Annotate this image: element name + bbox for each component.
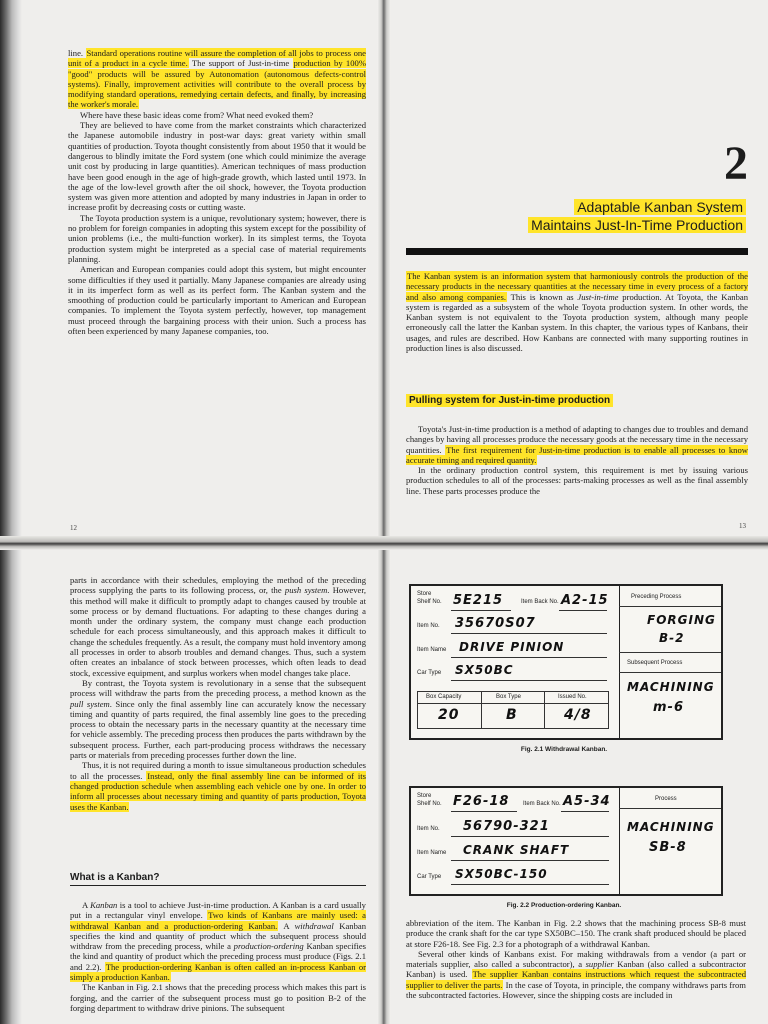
production-ordering-kanban-card — [409, 786, 723, 896]
item-back-no-label: Item Back No. — [523, 801, 561, 807]
car-type-label: Car Type — [417, 874, 442, 880]
paragraph: Toyota's Just-in-time production is a method of adapting to changes due to troubles and demand changes by having all processes produce the necessary goods at the necessary time in the necessary quantities. The first requirement for Just-in-time production is to enable all processes to know accurate timing and required quantity. — [406, 424, 748, 465]
preceding-process-label: Preceding Process — [631, 594, 682, 600]
scan-edge-shadow — [0, 0, 22, 1024]
subsequent-process-label: Subsequent Process — [627, 660, 683, 666]
paragraph: In the ordinary production control system, this requirement is met by issuing various production schedules to all of the processes: parts-making processes as well as the final assembly line. These parts processes produce the — [406, 465, 748, 496]
italic-term: supplier — [585, 959, 614, 970]
shelf-no-value: 5E215 — [453, 593, 504, 608]
withdrawal-kanban-card — [409, 584, 723, 740]
italic-term: Kanban — [90, 900, 118, 910]
process-location: SB-8 — [649, 840, 687, 855]
page-15 — [392, 550, 768, 1024]
page-15-text — [406, 918, 746, 1000]
paragraph: A Kanban is a tool to achieve Just-in-time production. A Kanban is a card usually put in a rectangular vinyl envelope. Two kinds of Kanbans are mainly used: a withdrawal Kanban and a production-ordering Kanban. A withdrawal Kanban specifies the kind and quantity of product which the subsequent process should withdraw from the preceding process, while a production-ordering Kanban specifies the kind and quantity of product which the preceding process must produce (Figs. 2.1 and 2.2). The production-ordering Kanban is often called an in-process Kanban or simply a production Kanban. — [70, 900, 366, 983]
chapter-title — [528, 198, 746, 234]
item-name-label: Item Name — [417, 647, 447, 653]
page-number: 13 — [739, 522, 746, 530]
paragraph: By contrast, the Toyota system is revolutionary in a sense that the subsequent process will withdraw the parts from the preceding process, a method known as the pull system. Since only the final assembly line can accurately know the necessary timing and quantity of parts required, the final assembly line goes to the preceding process to obtain the necessary parts in the necessary quantity at the necessary time for vehicle assembly. The preceding process then produces the parts withdrawn by the subsequent process. Further, each part-producing process withdraws the necessary parts or materials from preceding processes further down the line. — [70, 677, 366, 761]
page-split-shadow — [0, 536, 768, 550]
paragraph: American and European companies could adopt this system, but might encounter some difficulties if they used it partially. Many Japanese companies are already using it in its imperfect form as well as its perfect form. The Kanban system and the smoothing of production could be particularly important to American and European companies. To implement the Toyota system perfectly, however, top management must proceed through the bargaining process with their union. Such a process has often been experienced by many Japanese companies, too. — [68, 264, 366, 337]
chapter-number: 2 — [724, 137, 748, 190]
box-type-value: B — [506, 707, 518, 723]
figure-2-1-caption: Fig. 2.1 Withdrawal Kanban. — [520, 746, 608, 753]
highlighted-text: Two kinds of Kanbans are mainly used: a withdrawal Kanban and a production-ordering Kanban. — [70, 910, 366, 931]
page-14-text — [70, 575, 366, 812]
paragraph: They are believed to have come from the market constraints which characterized the Japanese automobile industry in post-war days: great variety within small quantities of production. Toyota thought consistently from about 1950 that it would be dangerous to blindly imitate the Ford system (one which could minimize the average unit cost by producing in large quantities). American techniques of mass production have been good enough in the age of high-grade growth, which lasted until 1973. In the age of the low-level growth after the oil shock, however, the Toyota production system was given more attention and adopted by many industries in Japan in order to increase profit by decreasing costs or cutting waste. — [68, 120, 366, 213]
highlighted-text: The production-ordering Kanban is often called an in-process Kanban or simply a production Kanban. — [70, 961, 366, 983]
box-info-table — [417, 691, 609, 729]
subsequent-process-value: MACHINING — [627, 680, 715, 694]
figure-2-2-caption: Fig. 2.2 Production-ordering Kanban. — [506, 902, 622, 909]
process-label: Process — [655, 796, 677, 802]
store-label: Store — [417, 591, 432, 597]
chapter-title-line-1: Adaptable Kanban System — [574, 199, 746, 215]
section-heading-text: Pulling system for Just-in-time production — [406, 394, 613, 407]
italic-term: withdrawal — [294, 920, 334, 931]
section-body — [406, 424, 748, 496]
item-name-value: CRANK SHAFT — [463, 843, 570, 857]
section-body — [70, 900, 366, 1013]
box-capacity-value: 20 — [438, 707, 460, 723]
paragraph: Several other kinds of Kanbans exist. For making withdrawals from a vendor (a part or materials supplier, also called a subcontractor), a supplier Kanban (also called a subcontractor Kanban) is used. The supplier Kanban contains instructions which request the subcontracted supplier to deliver the parts. In the case of Toyota, in principle, the company withdraws parts from the subcontracted factories. However, since the shipping costs are included in — [406, 948, 747, 1001]
issued-no-value: 4/8 — [564, 707, 592, 723]
chapter-rule — [406, 248, 748, 255]
item-name-value: DRIVE PINION — [459, 640, 565, 654]
preceding-process-value: FORGING — [647, 613, 716, 627]
section-heading — [406, 395, 613, 406]
book-gutter — [377, 0, 391, 1024]
page-number: 12 — [70, 524, 77, 532]
highlighted-text: Standard operations routine will assure the completion of all jobs to process one unit of a product in a cycle time. — [68, 48, 366, 69]
car-type-value: SX50BC — [455, 663, 514, 677]
paragraph: line. Standard operations routine will assure the completion of all jobs to process one unit of a product in a cycle time. The support of Just-in-time production by 100% "good" products will be assured by Autonomation (autonomous defects-control systems). Finally, improvement activities will contribute to the overall process by modifying standard operations, remedying certain defects, and finally, by increasing the worker's morale. — [68, 48, 366, 110]
item-no-value: 56790-321 — [463, 819, 550, 834]
paragraph: abbreviation of the item. The Kanban in Fig. 2.2 shows that the machining process SB-8 must produce the crank shaft for the car type SX50BC–150. The crank shaft produced should be placed at store F26-18. See Fig. 2.3 for a photograph of a withdrawal Kanban. — [406, 918, 746, 949]
page-13 — [392, 0, 768, 536]
highlighted-text: Instead, only the final assembly line can be informed of its changed production schedule when assembling each vehicle one by one. In order to inform all processes about necessary timing and quantity of parts production, Toyota uses the Kanban. — [70, 770, 366, 812]
store-label: Store — [417, 793, 432, 799]
highlighted-text: The supplier Kanban contains instructions which request the subcontracted supplier to deliver the parts. — [406, 969, 746, 990]
paragraph: Where have these basic ideas come from? What need evoked them? — [80, 109, 314, 120]
italic-term: Just-in-time — [577, 291, 619, 302]
paragraph: The Toyota production system is a unique, revolutionary system; however, there is no problem for foreign companies in adopting this system except for the possibility of union problems (i.e., the multi-function worker). In its simplest terms, the Toyota production system might be interpreted as a special case of material requirements planning. — [68, 212, 366, 264]
italic-term: production-ordering — [233, 941, 304, 952]
item-back-no-label: Item Back No. — [521, 599, 559, 605]
highlighted-text: production by 100% "good" products will be assured by Autonomation (autonomous defects-control systems). Finally, improvement activities will contribute to the overall process by modifying standard operations, remedying certain defects, and finally, by increasing the worker's morale. — [68, 58, 366, 110]
paragraph: The Kanban in Fig. 2.1 shows that the preceding process which makes this part is forging, and the carrier of the subsequent process must go to position B-2 of the forging department to withdraw drive pinions. The subsequent — [70, 982, 366, 1013]
paragraph: The Kanban system is an information system that harmoniously controls the production of the necessary products in the necessary quantities at the necessary time in every process of a factory and also among companies. This is known as Just-in-time production. At Toyota, the Kanban system is regarded as a subsystem of the whole Toyota production system. In other words, the Kanban system is not equivalent to the Toyota production system, although many people erroneously call the latter the Kanban system. In this chapter, the various types of Kanbans, their usages, and rules are described. How Kanbans are connected with many supporting routines in production lines is also discussed. — [406, 271, 748, 354]
box-capacity-label: Box Capacity — [426, 694, 462, 700]
highlighted-text: The Kanban system is an information system that harmoniously controls the production of the necessary products in the necessary quantities at the necessary time in every process of a factory and also among companies. — [406, 271, 748, 302]
issued-no-label: Issued No. — [558, 694, 587, 700]
chapter-title-line-2: Maintains Just-In-Time Production — [528, 217, 746, 233]
preceding-process-location: B-2 — [659, 631, 685, 645]
item-no-value: 35670S07 — [455, 616, 536, 631]
shelf-no-value: F26-18 — [453, 794, 510, 809]
item-name-label: Item Name — [417, 850, 447, 856]
italic-term: pull system — [70, 698, 110, 709]
page-12-text — [68, 48, 366, 336]
process-value: MACHINING — [627, 820, 715, 834]
box-type-label: Box Type — [496, 694, 521, 700]
page-12 — [28, 0, 376, 536]
subsequent-process-location: m-6 — [653, 700, 684, 715]
section-heading: What is a Kanban? — [70, 872, 366, 886]
item-back-no-value: A2-15 — [561, 593, 609, 608]
paragraph: Thus, it is not required during a month to issue simultaneous production schedules to all the processes. Instead, only the final assembly line can be informed of its changed production schedule when assembling each vehicle one by one. In order to inform all processes about necessary timing and quantity of parts production, Toyota uses the Kanban. — [70, 760, 366, 812]
item-no-label: Item No. — [417, 826, 440, 832]
car-type-label: Car Type — [417, 670, 442, 676]
page-14 — [28, 550, 376, 1024]
shelf-no-label: Shelf No. — [417, 599, 442, 605]
item-back-no-value: A5-34 — [563, 794, 611, 809]
shelf-no-label: Shelf No. — [417, 801, 442, 807]
italic-term: push system — [284, 585, 328, 596]
chapter-intro — [406, 271, 748, 353]
item-no-label: Item No. — [417, 623, 440, 629]
highlighted-text: The first requirement for Just-in-time production is to enable all processes to know accurate timing and required quantity. — [406, 444, 748, 465]
paragraph: parts in accordance with their schedules, employing the method of the preceding process supplying the parts to its following process, or, the push system. However, this method will make it difficult to promptly adapt to changes caused by trouble at some process or by demand fluctuations. For adapting to these changes during a month under the ordinary system, the company must change each production schedule for each process simultaneously, and this approach makes it difficult to change the schedules frequently. As a result, the company must hold inventory among all processes in order to absorb troubles and demand changes. Thus, such a system often creates an inbalance of stock between processes, which often leads to dead stock, excessive equipment, and surplus workers when model changes take place. — [70, 575, 366, 678]
car-type-value: SX50BC-150 — [455, 867, 548, 881]
